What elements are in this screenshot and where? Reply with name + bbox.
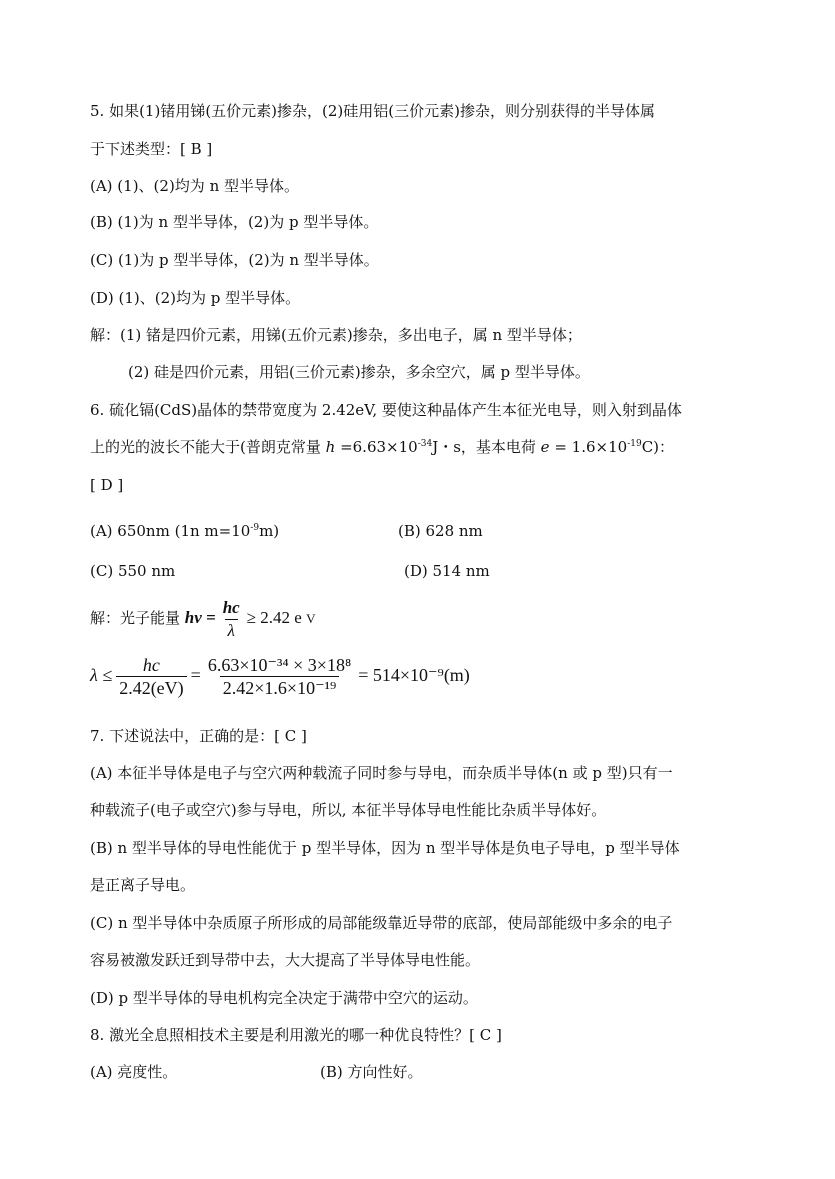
eq1-right: ≥ 2.42 e [246,608,302,627]
eq2-left: λ ≤ [90,665,113,685]
eq2-denominator-2: 2.42×1.6×10⁻¹⁹ [220,676,339,699]
q6-option-a [90,521,279,541]
q5-option-b: (B) (1)为 n 型半导体，(2)为 p 型半导体。 [90,213,379,231]
charge-symbol: e [540,438,550,456]
q7-option-a-line2: 种载流子(电子或空穴)参与导电，所以, 本征半导体导电性能比杂质半导体好。 [90,801,607,819]
q6-option-c: (C) 550 nm [90,562,176,580]
planck-exponent: -34 [417,439,433,449]
charge-value: = 1.6×10 [549,438,628,456]
eq2-right: = 514×10⁻⁹(m) [358,665,470,685]
planck-value: =6.63×10 [335,438,418,456]
q6-stem-line1: 6. 硫化镉(CdS)晶体的禁带宽度为 2.42eV, 要使这种晶体产生本征光电导，则入射到晶体 [90,401,682,419]
q5-option-a: (A) (1)、(2)均为 n 型半导体。 [90,177,299,195]
q5-stem-line2: 于下述类型：[ B ] [90,140,213,158]
q6-solution-label: 解：光子能量 [90,609,185,627]
q5-solution-line1: 解：(1) 锗是四价元素，用锑(五价元素)掺杂，多出电子，属 n 型半导体； [90,326,582,344]
q6-option-a-text: (A) 650nm (1n m=10 [90,522,251,540]
q7-option-c-line2: 容易被激发跃迁到导带中去，大大提高了半导体导电性能。 [90,951,481,969]
q5-solution-line2: (2) 硅是四价元素，用铝(三价元素)掺杂，多余空穴，属 p 型半导体。 [128,363,590,381]
q6-option-b: (B) 628 nm [398,522,483,540]
q7-stem: 7. 下述说法中，正确的是：[ C ] [90,727,307,745]
eq2-equals: = [190,665,201,685]
charge-exponent: -19 [627,439,642,449]
eq2-fraction-2 [205,654,354,699]
q7-option-a-line1: (A) 本征半导体是电子与空穴两种载流子同时参与导电，而杂质半导体(n 或 p 型)只有一 [90,764,673,782]
q5-option-c: (C) (1)为 p 型半导体，(2)为 n 型半导体。 [90,251,379,269]
eq2-fraction-1 [116,654,186,699]
q6-equation-1 [90,596,316,642]
q8-option-a: (A) 亮度性。 [90,1063,178,1081]
eq1-numerator: hc [222,597,240,617]
q8-stem: 8. 激光全息照相技术主要是利用激光的哪一种优良特性？[ C ] [90,1026,502,1044]
eq1-denominator: λ [225,619,238,642]
q6-answer: [ D ] [90,476,124,494]
planck-unit: J・s，基本电荷 [432,438,541,456]
q6-stem-text: 上的光的波长不能大于(普朗克常量 [90,438,326,456]
eq1-left: hν = [184,608,216,627]
q7-option-b-line2: 是正离子导电。 [90,876,196,894]
q6-stem-line2 [90,437,674,457]
eq2-numerator-1: hc [142,655,160,676]
q6-option-a-end: m) [259,522,280,540]
q5-option-d: (D) (1)、(2)均为 p 型半导体。 [90,289,301,307]
eq2-denominator-1: 2.42(eV) [116,676,186,699]
q6-option-a-exponent: -9 [250,523,260,533]
eq2-numerator-2: 6.63×10⁻³⁴ × 3×18⁸ [207,655,352,676]
q6-option-d: (D) 514 nm [404,562,490,580]
q7-option-c-line1: (C) n 型半导体中杂质原子所形成的局部能级靠近导带的底部，使局部能级中多余的电子 [90,914,673,932]
q8-option-b: (B) 方向性好。 [320,1063,423,1081]
q7-option-b-line1: (B) n 型半导体的导电性能优于 p 型半导体，因为 n 型半导体是负电子导电，p 型半导体 [90,839,680,857]
planck-symbol: h [325,438,336,456]
q5-stem-line1: 5. 如果(1)锗用锑(五价元素)掺杂，(2)硅用铝(三价元素)掺杂，则分别获得的半导体属 [90,102,655,120]
eq1-fraction [220,597,243,642]
q6-equation-2 [90,650,470,700]
q7-option-d: (D) p 型半导体的导电机构完全决定于满带中空穴的运动。 [90,989,478,1007]
charge-unit: C)： [641,438,675,456]
eq1-unit: V [306,611,316,626]
